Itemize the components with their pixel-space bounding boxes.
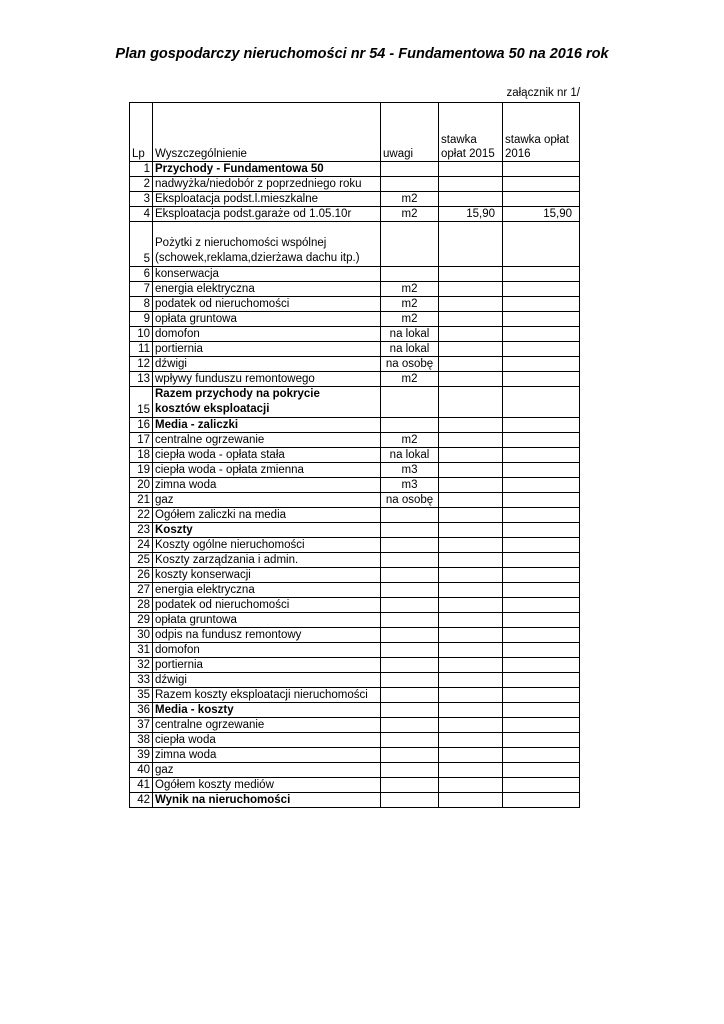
row-lp: 28 — [130, 598, 153, 613]
table-row — [130, 448, 580, 463]
table-row — [130, 222, 580, 267]
row-rate-2016 — [503, 643, 580, 658]
row-note: m2 — [381, 433, 439, 448]
table-row — [130, 598, 580, 613]
table-row — [130, 342, 580, 357]
header-lp: Lp — [130, 103, 153, 162]
row-rate-2016 — [503, 613, 580, 628]
row-rate-2015 — [439, 778, 503, 793]
table-row — [130, 478, 580, 493]
row-name: opłata gruntowa — [153, 312, 381, 327]
row-name: zimna woda — [153, 748, 381, 763]
table-row — [130, 613, 580, 628]
row-lp: 16 — [130, 418, 153, 433]
row-rate-2015 — [439, 523, 503, 538]
header-note: uwagi — [381, 103, 439, 162]
row-note — [381, 222, 439, 267]
row-rate-2015 — [439, 793, 503, 808]
row-rate-2015 — [439, 327, 503, 342]
row-lp: 26 — [130, 568, 153, 583]
row-name: opłata gruntowa — [153, 613, 381, 628]
row-note: m3 — [381, 463, 439, 478]
row-name: gaz — [153, 763, 381, 778]
table-row — [130, 387, 580, 418]
row-lp: 2 — [130, 177, 153, 192]
row-rate-2016 — [503, 177, 580, 192]
row-lp: 12 — [130, 357, 153, 372]
row-note — [381, 177, 439, 192]
row-note — [381, 598, 439, 613]
row-rate-2015 — [439, 613, 503, 628]
row-name: podatek od nieruchomości — [153, 297, 381, 312]
row-note — [381, 553, 439, 568]
row-rate-2016 — [503, 162, 580, 177]
row-lp: 13 — [130, 372, 153, 387]
row-note — [381, 763, 439, 778]
table-row — [130, 267, 580, 282]
row-name: Koszty zarządzania i admin. — [153, 553, 381, 568]
row-name: konserwacja — [153, 267, 381, 282]
row-rate-2015 — [439, 568, 503, 583]
row-rate-2015 — [439, 192, 503, 207]
table-row — [130, 523, 580, 538]
row-rate-2015 — [439, 763, 503, 778]
row-note — [381, 733, 439, 748]
table-header-row — [130, 103, 580, 162]
table-row — [130, 628, 580, 643]
row-rate-2015 — [439, 282, 503, 297]
row-note — [381, 718, 439, 733]
row-rate-2016 — [503, 463, 580, 478]
row-rate-2016 — [503, 688, 580, 703]
row-name: Wynik na nieruchomości — [153, 793, 381, 808]
row-lp: 27 — [130, 583, 153, 598]
row-note — [381, 703, 439, 718]
row-note: m2 — [381, 372, 439, 387]
table-row — [130, 583, 580, 598]
row-name: dźwigi — [153, 673, 381, 688]
row-note — [381, 523, 439, 538]
row-lp: 5 — [130, 222, 153, 267]
row-name — [153, 387, 381, 418]
row-rate-2016 — [503, 748, 580, 763]
table-row — [130, 192, 580, 207]
row-name: energia elektryczna — [153, 583, 381, 598]
row-note: m2 — [381, 207, 439, 222]
row-rate-2016 — [503, 778, 580, 793]
row-note: na lokal — [381, 327, 439, 342]
table-row — [130, 207, 580, 222]
row-lp: 31 — [130, 643, 153, 658]
row-lp: 29 — [130, 613, 153, 628]
row-name: energia elektryczna — [153, 282, 381, 297]
row-note — [381, 628, 439, 643]
row-rate-2015 — [439, 357, 503, 372]
row-rate-2016 — [503, 342, 580, 357]
row-lp: 6 — [130, 267, 153, 282]
row-rate-2015 — [439, 418, 503, 433]
row-note — [381, 418, 439, 433]
row-rate-2016 — [503, 793, 580, 808]
row-rate-2015 — [439, 222, 503, 267]
row-rate-2015 — [439, 312, 503, 327]
row-rate-2015 — [439, 267, 503, 282]
row-name: centralne ogrzewanie — [153, 433, 381, 448]
row-lp: 7 — [130, 282, 153, 297]
row-rate-2016 — [503, 327, 580, 342]
row-name: odpis na fundusz remontowy — [153, 628, 381, 643]
row-rate-2016 — [503, 267, 580, 282]
row-name: Eksploatacja podst.garaże od 1.05.10r — [153, 207, 381, 222]
row-rate-2015 — [439, 372, 503, 387]
row-lp: 8 — [130, 297, 153, 312]
row-rate-2016: 15,90 — [503, 207, 580, 222]
table-row — [130, 312, 580, 327]
row-rate-2016 — [503, 433, 580, 448]
table-row — [130, 718, 580, 733]
row-rate-2015 — [439, 387, 503, 418]
row-name: podatek od nieruchomości — [153, 598, 381, 613]
row-rate-2016 — [503, 222, 580, 267]
header-name: Wyszczególnienie — [153, 103, 381, 162]
row-lp: 25 — [130, 553, 153, 568]
row-note — [381, 643, 439, 658]
row-rate-2015 — [439, 658, 503, 673]
table-row — [130, 658, 580, 673]
row-lp: 1 — [130, 162, 153, 177]
table-row — [130, 327, 580, 342]
row-rate-2015 — [439, 643, 503, 658]
row-rate-2015 — [439, 583, 503, 598]
row-name: gaz — [153, 493, 381, 508]
row-rate-2016 — [503, 538, 580, 553]
row-note: m2 — [381, 192, 439, 207]
row-rate-2016 — [503, 598, 580, 613]
row-name: Koszty ogólne nieruchomości — [153, 538, 381, 553]
row-lp: 24 — [130, 538, 153, 553]
row-name: centralne ogrzewanie — [153, 718, 381, 733]
row-name: domofon — [153, 327, 381, 342]
table-row — [130, 793, 580, 808]
row-note — [381, 673, 439, 688]
row-note: na lokal — [381, 342, 439, 357]
row-lp: 41 — [130, 778, 153, 793]
row-name: dźwigi — [153, 357, 381, 372]
row-note: na lokal — [381, 448, 439, 463]
row-rate-2016 — [503, 733, 580, 748]
row-lp: 19 — [130, 463, 153, 478]
table-row — [130, 177, 580, 192]
row-name: zimna woda — [153, 478, 381, 493]
row-note — [381, 688, 439, 703]
row-name — [153, 222, 381, 267]
annex-label: załącznik nr 1/ — [506, 87, 580, 99]
row-note — [381, 267, 439, 282]
row-rate-2015 — [439, 342, 503, 357]
table-row — [130, 282, 580, 297]
table-row — [130, 553, 580, 568]
row-rate-2015: 15,90 — [439, 207, 503, 222]
row-name: Media - zaliczki — [153, 418, 381, 433]
table-row — [130, 357, 580, 372]
row-rate-2016 — [503, 448, 580, 463]
row-lp: 36 — [130, 703, 153, 718]
document-title: Plan gospodarczy nieruchomości nr 54 - Fundamentowa 50 na 2016 rok — [115, 46, 609, 62]
row-name: ciepła woda - opłata zmienna — [153, 463, 381, 478]
row-name: Koszty — [153, 523, 381, 538]
table-body — [130, 162, 580, 808]
row-note — [381, 613, 439, 628]
row-note — [381, 387, 439, 418]
row-note — [381, 748, 439, 763]
row-name: Media - koszty — [153, 703, 381, 718]
row-note — [381, 162, 439, 177]
row-lp: 23 — [130, 523, 153, 538]
row-name: Ogółem koszty mediów — [153, 778, 381, 793]
header-rate-2015: stawka opłat 2015 — [439, 103, 503, 162]
row-rate-2015 — [439, 748, 503, 763]
row-lp: 33 — [130, 673, 153, 688]
row-rate-2016 — [503, 523, 580, 538]
row-rate-2015 — [439, 628, 503, 643]
row-lp: 40 — [130, 763, 153, 778]
row-lp: 15 — [130, 387, 153, 418]
row-lp: 39 — [130, 748, 153, 763]
table-row — [130, 538, 580, 553]
table-row — [130, 673, 580, 688]
row-lp: 37 — [130, 718, 153, 733]
row-rate-2016 — [503, 508, 580, 523]
row-name: koszty konserwacji — [153, 568, 381, 583]
row-note: m2 — [381, 282, 439, 297]
row-name: Razem koszty eksploatacji nieruchomości — [153, 688, 381, 703]
row-rate-2016 — [503, 192, 580, 207]
row-lp: 30 — [130, 628, 153, 643]
row-lp: 18 — [130, 448, 153, 463]
row-rate-2015 — [439, 177, 503, 192]
table-row — [130, 733, 580, 748]
table-row — [130, 418, 580, 433]
row-note — [381, 778, 439, 793]
row-rate-2015 — [439, 673, 503, 688]
row-rate-2016 — [503, 763, 580, 778]
row-rate-2015 — [439, 433, 503, 448]
row-rate-2015 — [439, 508, 503, 523]
table-row — [130, 463, 580, 478]
row-name: domofon — [153, 643, 381, 658]
row-lp: 17 — [130, 433, 153, 448]
row-lp: 22 — [130, 508, 153, 523]
row-rate-2015 — [439, 463, 503, 478]
row-rate-2015 — [439, 703, 503, 718]
row-name: Ogółem zaliczki na media — [153, 508, 381, 523]
row-rate-2016 — [503, 297, 580, 312]
row-note: na osobę — [381, 493, 439, 508]
row-name: nadwyżka/niedobór z poprzedniego roku — [153, 177, 381, 192]
row-rate-2015 — [439, 553, 503, 568]
row-rate-2016 — [503, 357, 580, 372]
row-rate-2016 — [503, 387, 580, 418]
row-rate-2015 — [439, 538, 503, 553]
row-note — [381, 508, 439, 523]
row-lp: 11 — [130, 342, 153, 357]
row-lp: 42 — [130, 793, 153, 808]
row-rate-2015 — [439, 297, 503, 312]
row-name: wpływy funduszu remontowego — [153, 372, 381, 387]
table-row — [130, 568, 580, 583]
row-rate-2016 — [503, 718, 580, 733]
row-rate-2015 — [439, 493, 503, 508]
row-note — [381, 568, 439, 583]
table-row — [130, 748, 580, 763]
row-rate-2016 — [503, 478, 580, 493]
row-rate-2016 — [503, 493, 580, 508]
row-lp: 35 — [130, 688, 153, 703]
row-note: na osobę — [381, 357, 439, 372]
row-note: m2 — [381, 297, 439, 312]
row-lp: 21 — [130, 493, 153, 508]
row-rate-2016 — [503, 553, 580, 568]
row-rate-2016 — [503, 312, 580, 327]
table-row — [130, 703, 580, 718]
row-note — [381, 583, 439, 598]
row-lp: 4 — [130, 207, 153, 222]
row-note: m3 — [381, 478, 439, 493]
row-rate-2015 — [439, 598, 503, 613]
table-row — [130, 297, 580, 312]
table-row — [130, 493, 580, 508]
row-rate-2015 — [439, 162, 503, 177]
row-lp: 3 — [130, 192, 153, 207]
table-row — [130, 763, 580, 778]
table-row — [130, 643, 580, 658]
row-note — [381, 658, 439, 673]
row-lp: 9 — [130, 312, 153, 327]
row-rate-2015 — [439, 448, 503, 463]
row-rate-2015 — [439, 478, 503, 493]
table-row — [130, 372, 580, 387]
row-lp: 10 — [130, 327, 153, 342]
row-note — [381, 538, 439, 553]
row-rate-2016 — [503, 418, 580, 433]
row-rate-2016 — [503, 568, 580, 583]
row-name: portiernia — [153, 658, 381, 673]
row-lp: 20 — [130, 478, 153, 493]
row-name: ciepła woda — [153, 733, 381, 748]
row-name: Przychody - Fundamentowa 50 — [153, 162, 381, 177]
row-name: portiernia — [153, 342, 381, 357]
row-rate-2016 — [503, 658, 580, 673]
budget-table — [129, 102, 580, 808]
row-rate-2015 — [439, 718, 503, 733]
table-row — [130, 508, 580, 523]
row-rate-2015 — [439, 733, 503, 748]
row-rate-2016 — [503, 583, 580, 598]
table-row — [130, 433, 580, 448]
table-row — [130, 688, 580, 703]
row-lp: 38 — [130, 733, 153, 748]
row-lp: 32 — [130, 658, 153, 673]
row-rate-2016 — [503, 372, 580, 387]
table-row — [130, 162, 580, 177]
row-name: Eksploatacja podst.l.mieszkalne — [153, 192, 381, 207]
row-name-text: Razem przychody na pokrycie kosztów eksploatacji — [155, 388, 320, 415]
header-rate-2016: stawka opłat 2016 — [503, 103, 580, 162]
row-note: m2 — [381, 312, 439, 327]
table-row — [130, 778, 580, 793]
row-rate-2016 — [503, 673, 580, 688]
row-note — [381, 793, 439, 808]
row-rate-2016 — [503, 628, 580, 643]
row-rate-2016 — [503, 703, 580, 718]
row-name: ciepła woda - opłata stała — [153, 448, 381, 463]
row-name-text: Pożytki z nieruchomości wspólnej (schowek,reklama,dzierżawa dachu itp.) — [155, 237, 360, 264]
row-rate-2015 — [439, 688, 503, 703]
row-rate-2016 — [503, 282, 580, 297]
